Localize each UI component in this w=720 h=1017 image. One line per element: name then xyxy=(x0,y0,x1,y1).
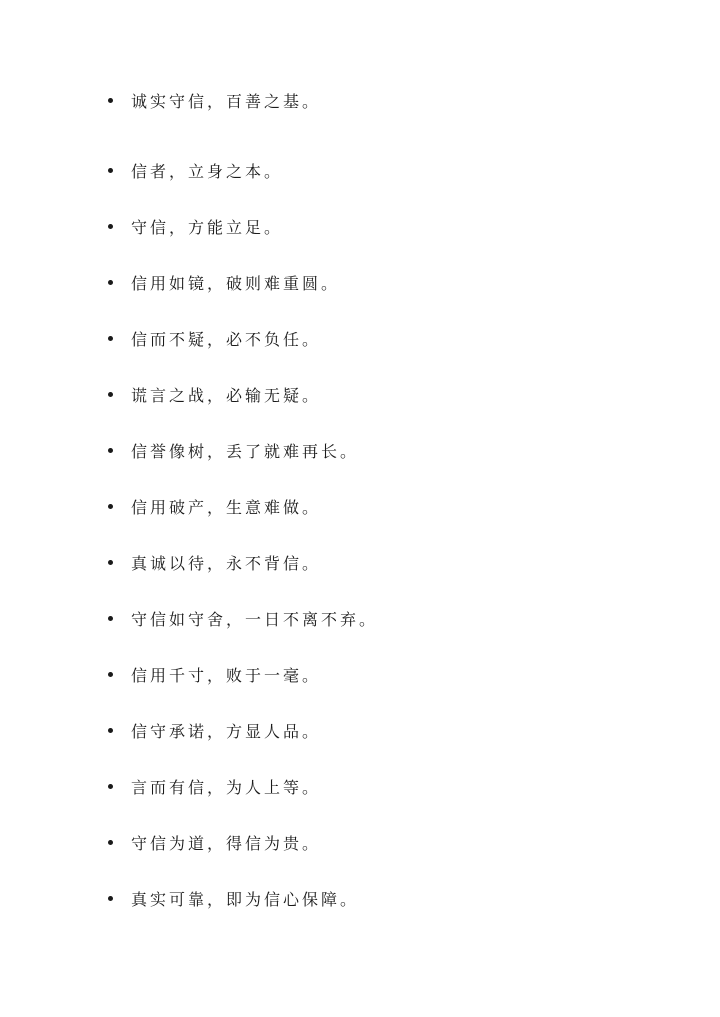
bullet-icon xyxy=(108,98,113,103)
list-item-text: 信用如镜，破则难重圆。 xyxy=(131,273,341,293)
bullet-icon xyxy=(108,224,113,229)
list-item-text: 信誉像树，丢了就难再长。 xyxy=(131,441,360,461)
list-item-text: 谎言之战，必输无疑。 xyxy=(131,385,322,405)
bullet-icon xyxy=(108,280,113,285)
list-item-text: 守信如守舍，一日不离不弃。 xyxy=(131,609,379,629)
bullet-icon xyxy=(108,672,113,677)
list-item xyxy=(108,814,668,870)
list-item xyxy=(108,534,668,590)
list-item xyxy=(108,758,668,814)
bullet-icon xyxy=(108,616,113,621)
list-item xyxy=(108,646,668,702)
bullet-icon xyxy=(108,448,113,453)
list-item-text: 言而有信，为人上等。 xyxy=(131,777,322,797)
bullet-icon xyxy=(108,840,113,845)
list-item-text: 信者，立身之本。 xyxy=(131,161,284,181)
list-item xyxy=(108,86,668,114)
bullet-icon xyxy=(108,392,113,397)
list-item xyxy=(108,870,668,926)
list-item xyxy=(108,310,668,366)
bullet-icon xyxy=(108,560,113,565)
list-item-text: 真诚以待，永不背信。 xyxy=(131,553,322,573)
list-item-text: 信用破产，生意难做。 xyxy=(131,497,322,517)
bullet-icon xyxy=(108,728,113,733)
list-item xyxy=(108,702,668,758)
list-item-text: 信而不疑，必不负任。 xyxy=(131,329,322,349)
list-item xyxy=(108,478,668,534)
list-item xyxy=(108,590,668,646)
bullet-list xyxy=(108,86,668,926)
list-item xyxy=(108,366,668,422)
list-item-text: 守信为道，得信为贵。 xyxy=(131,833,322,853)
list-item-text: 守信，方能立足。 xyxy=(131,217,284,237)
list-item-text: 信用千寸，败于一毫。 xyxy=(131,665,322,685)
list-item xyxy=(108,142,668,198)
bullet-icon xyxy=(108,168,113,173)
list-item-text: 信守承诺，方显人品。 xyxy=(131,721,322,741)
list-item xyxy=(108,422,668,478)
list-item-text: 真实可靠，即为信心保障。 xyxy=(131,889,360,909)
bullet-icon xyxy=(108,504,113,509)
bullet-icon xyxy=(108,336,113,341)
bullet-icon xyxy=(108,896,113,901)
list-item xyxy=(108,254,668,310)
list-item xyxy=(108,198,668,254)
bullet-icon xyxy=(108,784,113,789)
list-item-text: 诚实守信，百善之基。 xyxy=(131,91,322,111)
